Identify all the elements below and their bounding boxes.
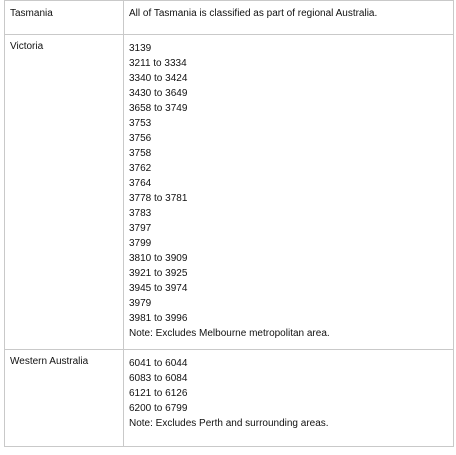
state-cell (5, 1, 124, 35)
postcode-range: 3783 (129, 208, 152, 219)
postcode-range: 3797 (129, 223, 152, 234)
table-row (5, 1, 454, 35)
postcode-list (129, 356, 453, 416)
postcode-range: 3430 to 3649 (129, 88, 188, 99)
postcode-cell (124, 1, 454, 35)
state-label: Tasmania (10, 8, 53, 19)
state-label: Western Australia (10, 356, 89, 367)
postcode-range: 3981 to 3996 (129, 313, 188, 324)
postcode-range: 3799 (129, 238, 152, 249)
postcode-range: 3756 (129, 133, 152, 144)
postcode-range: 6121 to 6126 (129, 388, 188, 399)
postcode-range: 3764 (129, 178, 152, 189)
state-cell (5, 35, 124, 350)
postcode-range: 6200 to 6799 (129, 403, 188, 414)
table-row (5, 35, 454, 350)
state-cell (5, 350, 124, 447)
region-description: All of Tasmania is classified as part of regional Australia. (129, 8, 378, 19)
postcode-range: 3810 to 3909 (129, 253, 188, 264)
state-label: Victoria (10, 41, 44, 52)
exclusion-note: Note: Excludes Perth and surrounding areas. (129, 418, 329, 429)
postcode-range: 3762 (129, 163, 152, 174)
postcode-range: 6083 to 6084 (129, 373, 188, 384)
postcode-cell (124, 35, 454, 350)
postcode-cell (124, 350, 454, 447)
postcode-range: 3945 to 3974 (129, 283, 188, 294)
postcode-range: 3921 to 3925 (129, 268, 188, 279)
regional-postcode-table (4, 0, 454, 447)
postcode-range: 3139 (129, 43, 152, 54)
postcode-range: 3778 to 3781 (129, 193, 188, 204)
table-row (5, 350, 454, 447)
postcode-range: 3753 (129, 118, 152, 129)
exclusion-note: Note: Excludes Melbourne metropolitan area. (129, 328, 330, 339)
postcode-range: 3211 to 3334 (129, 58, 187, 69)
postcode-range: 3758 (129, 148, 152, 159)
postcode-range: 3340 to 3424 (129, 73, 188, 84)
postcode-range: 3979 (129, 298, 152, 309)
postcode-range: 3658 to 3749 (129, 103, 188, 114)
postcode-range: 6041 to 6044 (129, 358, 188, 369)
postcode-list (129, 41, 453, 326)
